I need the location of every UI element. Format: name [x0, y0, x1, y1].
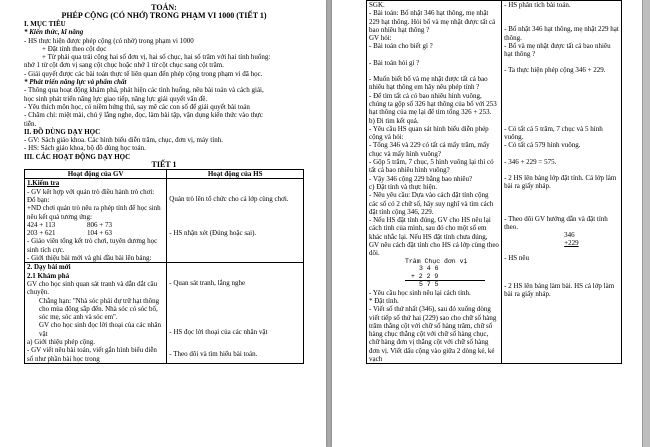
text-line: - Ta thực hiện phép cộng 346 + 229.: [504, 66, 606, 75]
text-line: - Giải quyết được các bài toán thực tế liên quan đến phép cộng trong phạm vi đã học.: [24, 69, 263, 78]
student-calc-bottom: +229: [564, 239, 579, 248]
period-label: TIẾT 1: [151, 160, 177, 170]
activities-table-continued: [366, 0, 622, 364]
text-line: c) Đặt tính và thực hiện.: [369, 182, 437, 191]
heading-new-lesson: 2. Dạy bài mới: [27, 263, 71, 272]
text-line: - Theo dõi và tìm hiểu bài toán.: [169, 349, 258, 358]
text-line: - 346 + 229 = 575.: [504, 157, 557, 166]
text-line: - Có tất cả 5 trăm, 7 chục và 5 hình vuông.: [504, 124, 603, 142]
teacher-cell: [367, 1, 502, 364]
text-line: - HS: Sách giáo khoa, bộ đồ dùng học toán.: [24, 144, 146, 153]
text-line: - Nêu yêu cầu: Dựa vào cách đặt tính cộng các số có 2 chữ số, hãy suy nghĩ và tìm cách đặt tính cộng 346, 229.: [369, 191, 494, 216]
teacher-cell: [25, 179, 167, 263]
text-line: - Bài toán cho biết gì ?: [369, 42, 433, 51]
text-line: GV cho học sinh quan sát tranh và dẫn dắt câu chuyện.: [27, 279, 158, 297]
text-line: - Gộp 5 trăm, 7 chục, 5 hình vuông lại thì có tất cả bao nhiêu hình vuông?: [369, 158, 494, 175]
text-line: - Thông qua hoạt động khám phá, phát hiện các tình huống, nêu bài toán và cách giải,: [24, 86, 264, 95]
text-line: - Để tìm tất cả có bao nhiêu hình vuông, chúng ta gộp số 326 hạt thông của bố với 253 hạt thông của mẹ lại để tìm tổng 326 + 253.: [369, 91, 497, 117]
text-line: tiễn.: [24, 119, 37, 128]
text-line: - Bố nhặt 346 hạt thông, mẹ nhặt 229 hạt thông.: [504, 25, 619, 42]
section-materials: II. ĐỒ DÙNG DẠY HỌC: [24, 127, 101, 136]
place-value-calculation: [369, 258, 499, 289]
calc-row-first: 3 4 6: [419, 265, 439, 273]
text-line: GV hỏi:: [369, 34, 392, 43]
text-line: - 2 HS lên bảng lớp đặt tính. Cả lớp làm bài ra giấy nháp.: [504, 173, 617, 191]
document-page-2: [332, 0, 642, 447]
text-line: - Vậy 346 cộng 229 bằng bao nhiêu?: [369, 174, 473, 183]
text-line: nhớ 1 từ cột đơn vị sang cột chục hoặc nhớ 1 từ cột chục sang cột trăm.: [24, 61, 224, 70]
teacher-cell: [25, 263, 167, 364]
text-line: - Giới thiệu bài mới và ghi đầu bài lên bảng:: [27, 254, 152, 263]
text-line: Quản trò lên tổ chức cho cả lớp cùng chơi.: [169, 195, 289, 204]
student-cell: [167, 179, 304, 263]
subsection-competence: * Phát triển năng lực và phẩm chất: [24, 78, 127, 87]
text-line: - Muốn biết bố và mẹ nhặt được tất cả bao nhiêu hạt thông em hãy nêu phép tính ?: [369, 75, 488, 92]
section-objectives: I. MỤC TIÊU: [24, 20, 66, 28]
text-line: - Nếu HS đặt tính đúng, GV cho HS nêu lại cách tính của mình, sau đó cho một số em khác nhắc lại. Nếu HS đặt tính chưa đúng, GV nêu cách đặt tính cho HS cả lớp cùng theo dõi.: [369, 216, 499, 258]
text-line: + Từ phải qua trái cộng hai số đơn vị, hai số chục, hai số trăm với hai tính huống:: [42, 53, 271, 62]
text-line: b) Đi tìm kết quả.: [369, 116, 419, 125]
text-line: - HS đọc lời thoại của các nhân vật: [169, 327, 268, 336]
text-line: - HS phân tích bài toán.: [504, 1, 571, 9]
calc-item: 424 + 113: [27, 220, 56, 229]
student-calc-top: 346: [564, 231, 575, 240]
place-value-header: Trăm Chục đơn vị: [405, 257, 468, 265]
text-line: a) Giới thiệu phép cộng.: [27, 337, 96, 346]
subsection-knowledge: * Kiến thức, kĩ năng: [24, 28, 84, 37]
text-line: - Bài toán: Bố nhặt 346 hạt thông, mẹ nhặt 229 hạt thông. Hỏi bố và mẹ nhặt được tất cả bao nhiêu hạt thông ?: [369, 9, 496, 34]
calc-row-result: 5 7 5: [419, 281, 439, 289]
header-teacher: Hoạt động của GV: [25, 170, 167, 179]
calc-row: [27, 229, 164, 237]
activities-table: [24, 169, 304, 364]
text-line: học sinh phát triển năng lực giao tiếp, năng lực giải quyết vấn đề.: [24, 94, 208, 103]
header-student: Hoạt động của HS: [167, 170, 304, 179]
lesson-title: PHÉP CỘNG (CÓ NHỚ) TRONG PHẠM VI 1000 (TIẾT 1): [61, 11, 267, 20]
text-line: - HS thực hiện được phép cộng (có nhớ) trong phạm vi 1000: [24, 36, 194, 45]
calc-item: 806 + 73: [87, 220, 112, 229]
student-cell: [502, 1, 622, 364]
text-line: GV cho học sinh đọc lời thoại của các nhân vật: [39, 321, 161, 338]
text-line: - Bố và mẹ nhặt được tất cả bao nhiêu hạt thông ?: [504, 41, 611, 59]
text-line: +ND chơi quản trò nêu ra phép tính để học sinh nêu kết quả tương ứng:: [27, 204, 161, 221]
text-line: - Yêu thích môn học, có niềm hứng thú, say mê các con số để giải quyết bài toán: [24, 102, 250, 111]
text-line: - GV kết hợp với quản trò điều hành trò chơi: Đố bạn:: [27, 187, 155, 204]
text-line: - Yêu cầu HS quan sát hình biểu diễn phép cộng và hỏi:: [369, 124, 489, 142]
calc-row-second: + 2 2 9: [405, 273, 485, 282]
heading-explore: 2.1 Khám phá: [27, 271, 70, 280]
text-line: - HS nêu: [504, 253, 530, 262]
heading-check: 1.Kiểm tra: [27, 179, 60, 188]
text-line: + Đặt tính theo cột dọc: [42, 44, 107, 53]
text-line: - Tổng 346 và 229 có tất cả mấy trăm, mấy chục và mấy hình vuông?: [369, 141, 490, 158]
text-line: - HS nhận xét (Đúng hoặc sai).: [169, 228, 257, 237]
student-calc: [504, 231, 619, 248]
text-line: SGK.: [369, 1, 385, 9]
section-activities: III. CÁC HOẠT ĐỘNG DẠY HỌC: [24, 152, 131, 161]
text-line: - Bài toán hỏi gì ?: [369, 58, 420, 67]
text-line: - Quan sát tranh, lắng nghe: [169, 279, 246, 288]
calc-item: 104 + 63: [87, 229, 112, 238]
student-cell: [167, 263, 304, 364]
text-line: - Giáo viên tổng kết trò chơi, tuyên dương học sinh tích cực.: [27, 237, 158, 254]
calc-item: 203 + 621: [27, 229, 56, 238]
text-line: - Viết số thứ nhất (346), sau đó xuống dòng viết tiếp số thứ hai (229) sao cho chữ số hàng trăm thẳng cột với chữ số hàng trăm, chữ số hàng chục thẳng cột với chữ số hàng chục, chữ hàng đơn vị thẳng cột với chữ số hàng đơn vị. Viết dấu cộng vào giữa 2 dòng kẻ, kẻ vạch: [369, 305, 497, 363]
calc-row: [27, 221, 164, 229]
text-line: - Chăm chỉ: miệt mài, chú ý lắng nghe, đọc, làm bài tập, vận dụng kiến thức vào thực: [24, 111, 263, 120]
text-line: - Yêu cầu học sinh nêu lại cách tính.: [369, 288, 471, 297]
text-line: * Đặt tính.: [369, 296, 399, 305]
text-line: Chẳng hạn: "Nhà sóc phải dự trữ hạt thông cho mùa đông sắp đến. Nhà sóc có sóc bố, sóc mẹ, sóc anh và sóc em".: [39, 296, 160, 322]
text-line: - 2 HS lên bảng làm bài. HS cả lớp làm bài ra giấy nháp.: [504, 282, 615, 299]
text-line: - GV: Sách giáo khoa. Các hình biểu diễn trăm, chục, đơn vị, máy tính.: [24, 136, 223, 145]
text-line: - Theo dõi GV hướng dẫn và đặt tính theo.: [504, 214, 608, 231]
subject-title: TOÁN:: [151, 3, 177, 12]
text-line: - Có tất cả 579 hình vuông.: [504, 141, 581, 150]
vertical-scrollbar[interactable]: [642, 0, 650, 447]
text-line: - GV viết nêu bài toán, viết gắn hình biểu diễn số như phần bài học trong: [27, 346, 157, 363]
